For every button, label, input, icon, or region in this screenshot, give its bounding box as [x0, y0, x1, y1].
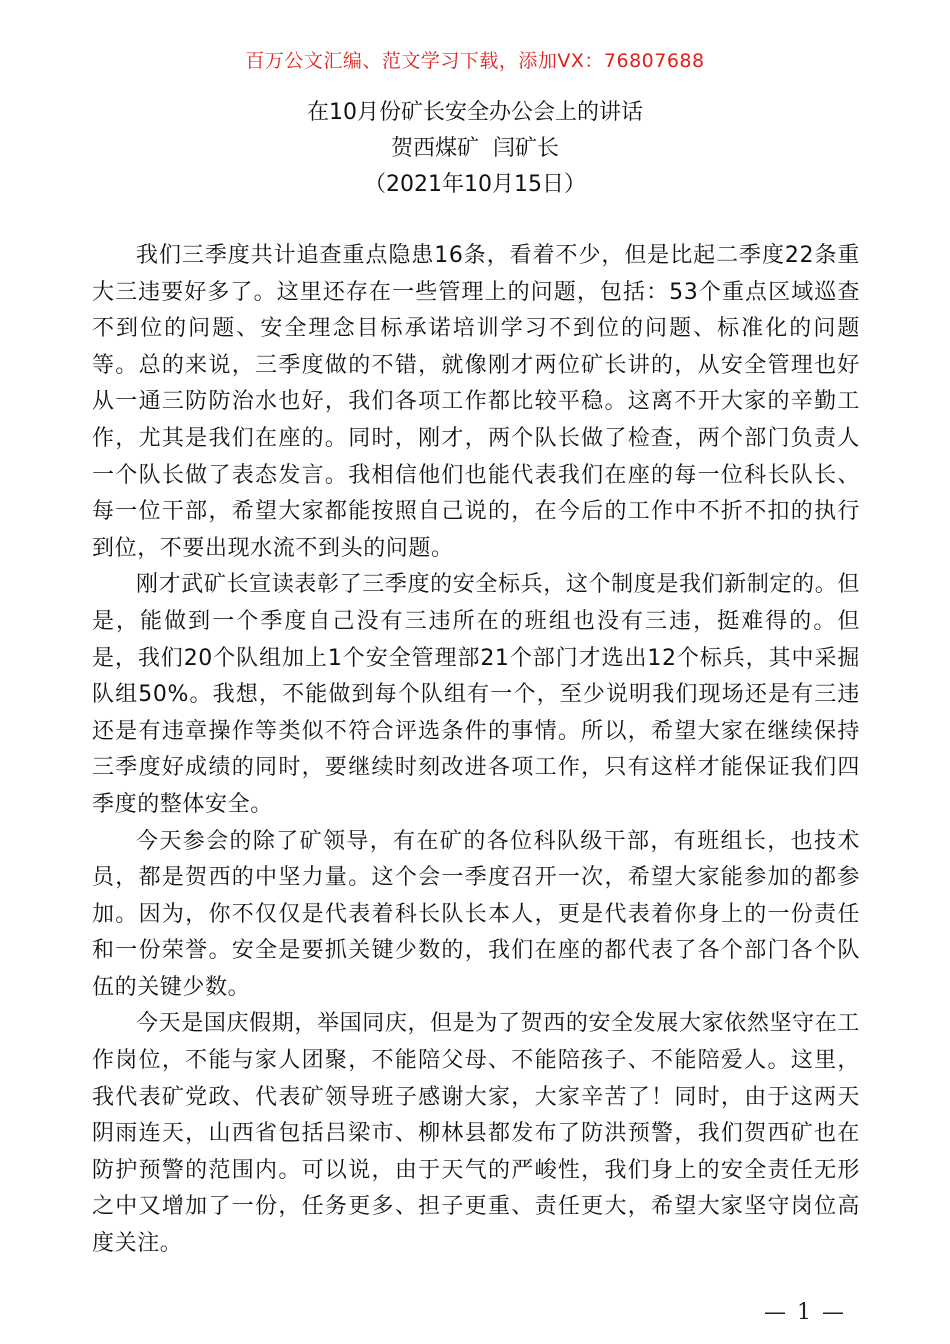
- title-block: [0, 96, 950, 204]
- body-text: [92, 238, 860, 1263]
- speaker-line: 贺西煤矿 闫矿长: [391, 136, 559, 161]
- paragraph: 我们三季度共计追查重点隐患16条，看着不少，但是比起二季度22条重大三违要好多了。这里还存在一些管理上的问题，包括：53个重点区域巡查不到位的问题、安全理念目标承诺培训学习不到位的问题、标准化的问题等。总的来说，三季度做的不错，就像刚才两位矿长讲的，从安全管理也好从一通三防防治水也好，我们各项工作都比较平稳。这离不开大家的辛勤工作，尤其是我们在座的。同时，刚才，两个队长做了检查，两个部门负责人一个队长做了表态发言。我相信他们也能代表我们在座的每一位科长队长、每一位干部，希望大家都能按照自己说的，在今后的工作中不折不扣的执行到位，不要出现水流不到头的问题。: [92, 243, 860, 561]
- paragraph: 刚才武矿长宣读表彰了三季度的安全标兵，这个制度是我们新制定的。但是，能做到一个季度自己没有三违所在的班组也没有三违，挺难得的。但是，我们20个队组加上1个安全管理部21个部门才选出12个标兵，其中采掘队组50%。我想，不能做到每个队组有一个，至少说明我们现场还是有三违还是有违章操作等类似不符合评选条件的事情。所以，希望大家在继续保持三季度好成绩的同时，要继续时刻改进各项工作，只有这样才能保证我们四季度的整体安全。: [92, 572, 860, 817]
- paragraph: 今天参会的除了矿领导，有在矿的各位科队级干部，有班组长，也技术员，都是贺西的中坚力量。这个会一季度召开一次，希望大家能参加的都参加。因为，你不仅仅是代表着科长队长本人，更是代表着你身上的一份责任和一份荣誉。安全是要抓关键少数的，我们在座的都代表了各个部门各个队伍的关键少数。: [92, 828, 860, 1000]
- date-line: （2021年10月15日）: [364, 172, 586, 197]
- page-number: — 1 —: [764, 1300, 846, 1325]
- paragraph: 今天是国庆假期，举国同庆，但是为了贺西的安全发展大家依然坚守在工作岗位，不能与家人团聚，不能陪父母、不能陪孩子、不能陪爱人。这里，我代表矿党政、代表矿领导班子感谢大家，大家辛苦了！同时，由于这两天阴雨连天，山西省包括吕梁市、柳林县都发布了防洪预警，我们贺西矿也在防护预警的范围内。可以说，由于天气的严峻性，我们身上的安全责任无形之中又增加了一份，任务更多、担子更重、责任更大，希望大家坚守岗位高度关注。: [92, 1011, 860, 1257]
- document-title: 在10月份矿长安全办公会上的讲话: [307, 100, 643, 125]
- header-banner: 百万公文汇编、范文学习下载，添加VX：76807688: [245, 50, 705, 72]
